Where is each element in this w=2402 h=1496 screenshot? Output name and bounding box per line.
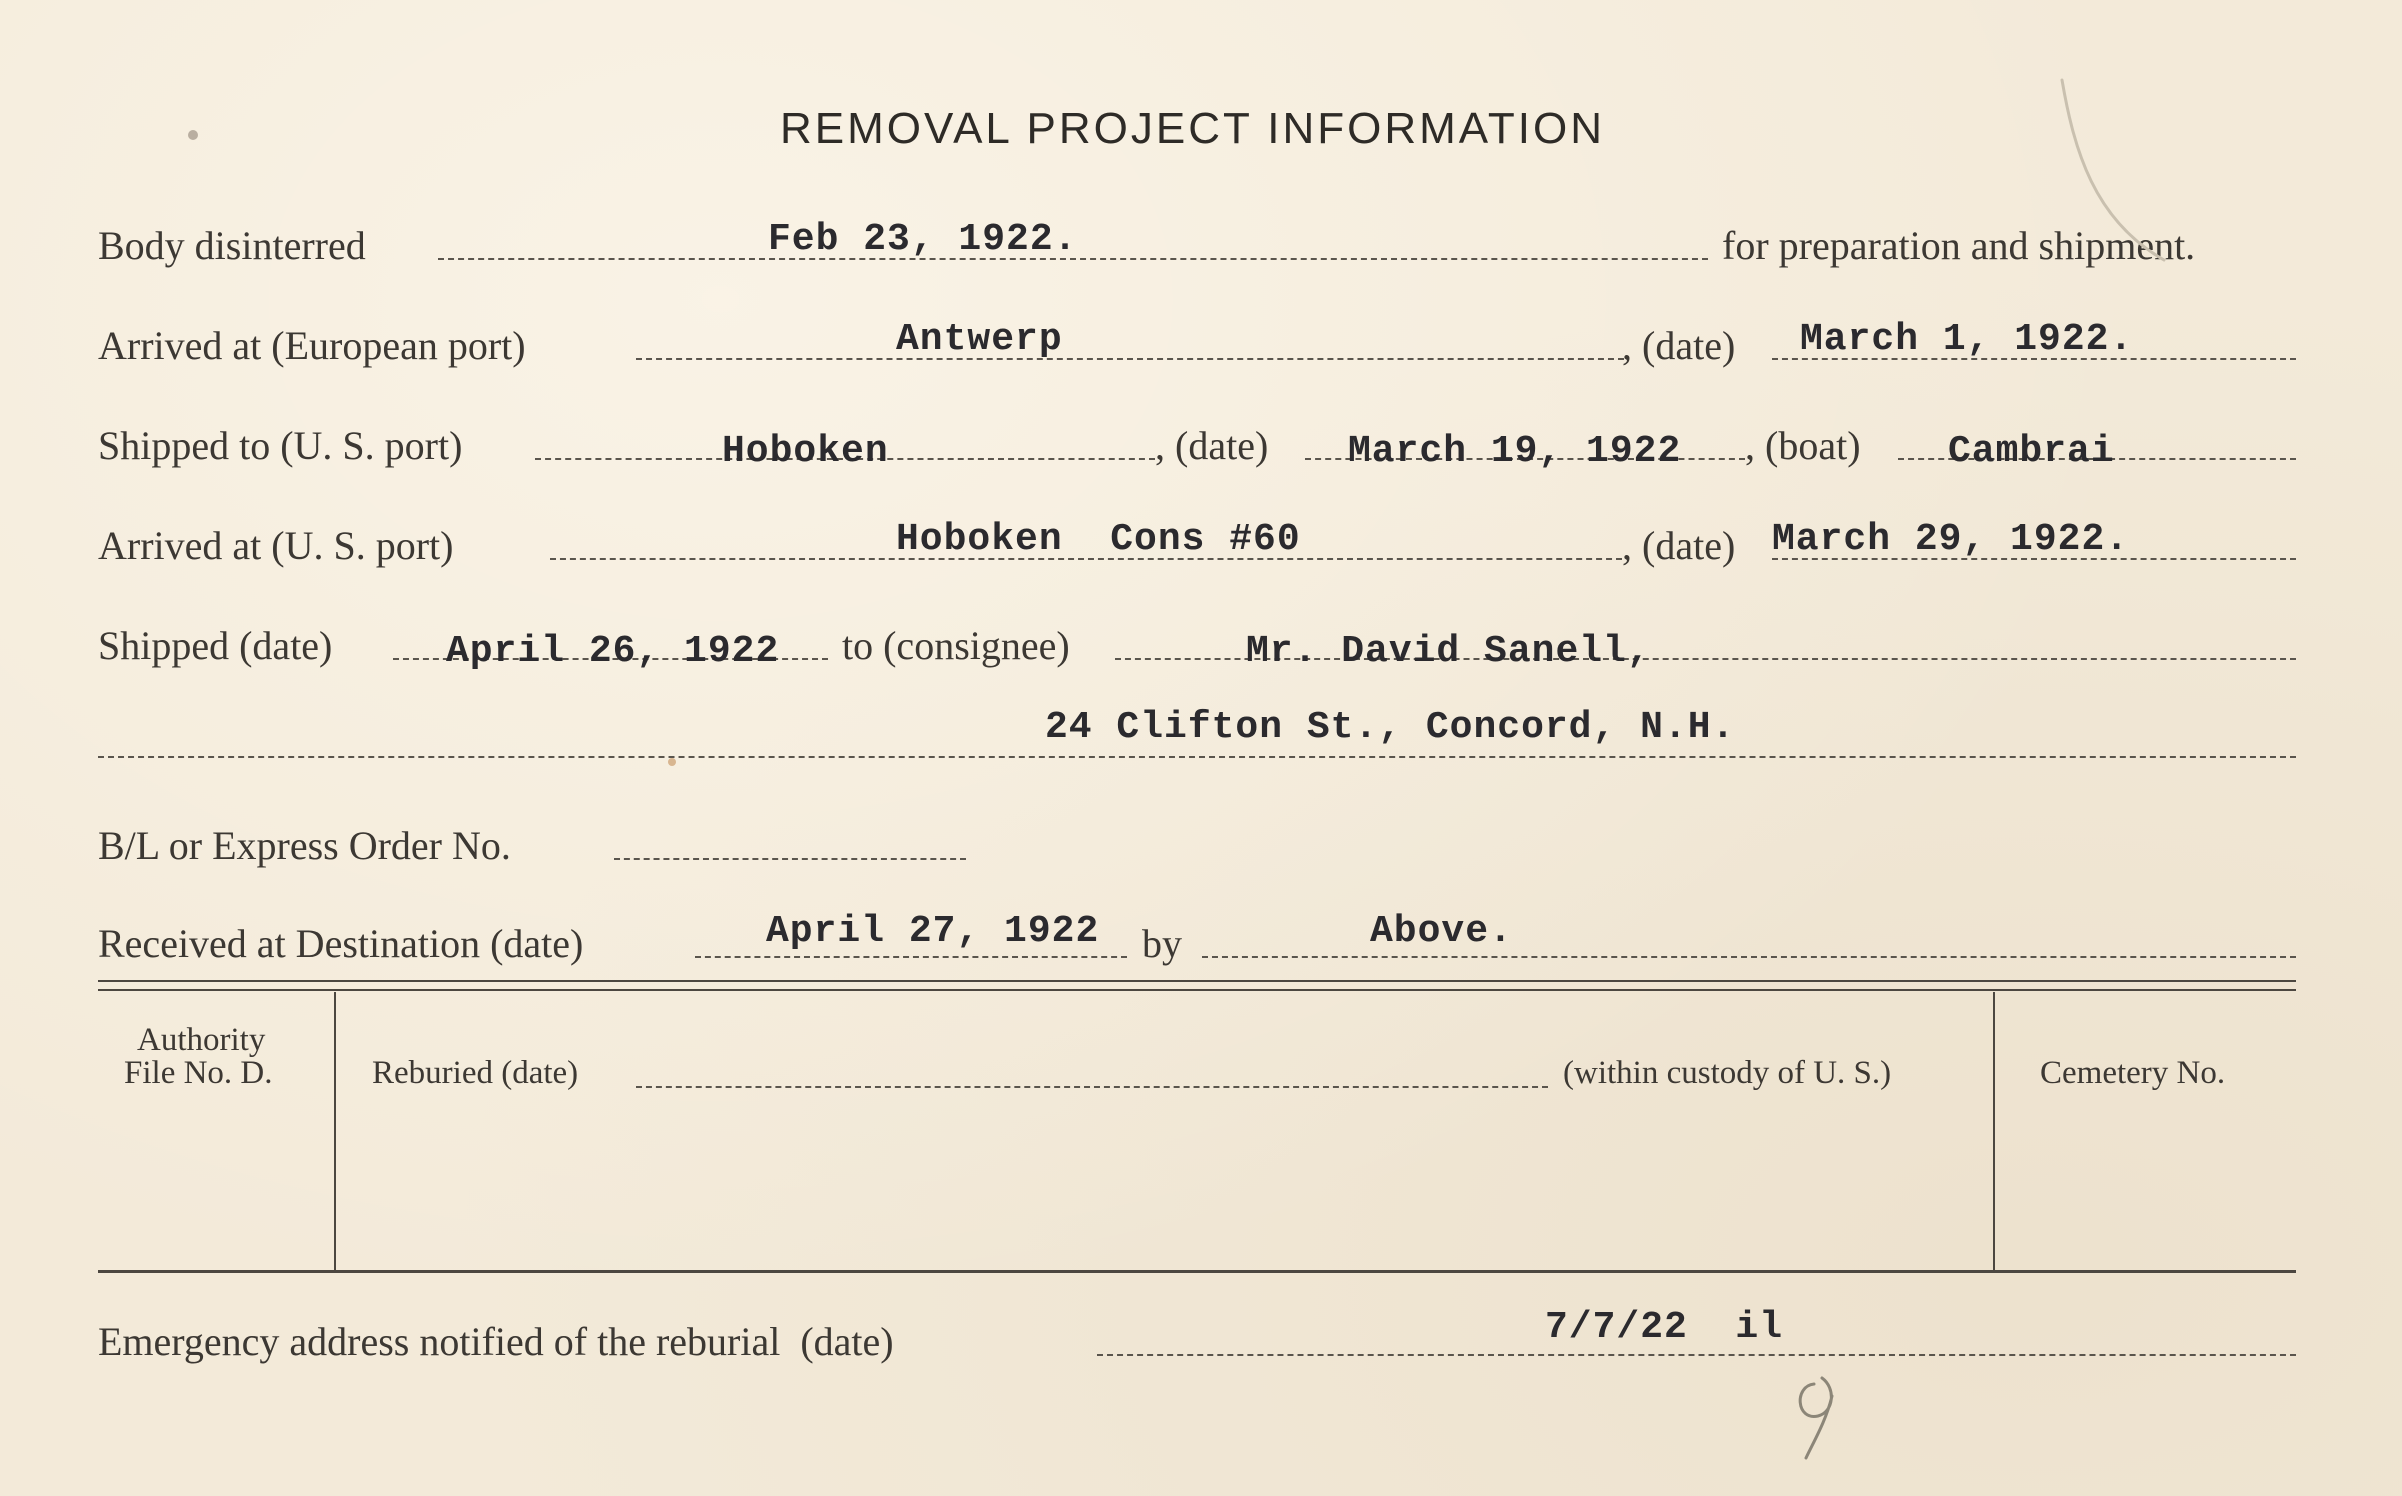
received-date-line: [695, 956, 1127, 958]
shipped-us-port-boat: Cambrai: [1948, 430, 2115, 473]
bl-order-label: B/L or Express Order No.: [98, 823, 511, 868]
arrived-us-port-label: Arrived at (U. S. port): [98, 523, 454, 568]
box-top-rule-2: [98, 989, 2296, 991]
emergency-label: Emergency address notified of the reburial (date): [98, 1319, 894, 1364]
shipped-us-port-date-label: , (date): [1155, 423, 1269, 468]
received-date: April 27, 1922: [766, 910, 1100, 953]
custody-label: (within custody of U. S.): [1563, 1055, 1892, 1091]
authority-label-1: Authority: [137, 1022, 266, 1058]
arrived-us-port-date: March 29, 1922.: [1772, 518, 2130, 561]
emergency-line: [1097, 1354, 2296, 1356]
box-divider-right: [1993, 992, 1995, 1270]
pencil-mark-scribble: [1784, 1366, 1874, 1466]
consignee-value: Mr. David Sanell,: [1246, 630, 1651, 673]
address-line: [98, 756, 2296, 758]
european-port-date-label: , (date): [1622, 323, 1736, 368]
received-by-label: by: [1142, 921, 1182, 966]
box-bottom-rule: [98, 1270, 2296, 1273]
body-disinterred-label: Body disinterred: [98, 223, 366, 268]
european-port-date: March 1, 1922.: [1800, 318, 2134, 361]
emergency-value: 7/7/22 il: [1545, 1306, 1784, 1349]
card-title: REMOVAL PROJECT INFORMATION: [780, 104, 1605, 153]
european-port-line: [636, 358, 1624, 360]
consignee-label: to (consignee): [842, 623, 1070, 668]
shipped-us-port-boat-label: , (boat): [1745, 423, 1861, 468]
shipped-date-label: Shipped (date): [98, 623, 333, 668]
pencil-mark-arc: [2054, 70, 2214, 290]
body-disinterred-value: Feb 23, 1922.: [768, 218, 1078, 261]
received-by-line: [1202, 956, 2296, 958]
shipped-us-port-label: Shipped to (U. S. port): [98, 423, 463, 468]
box-divider-left: [334, 992, 336, 1270]
reburied-line: [636, 1086, 1548, 1088]
authority-label-2: File No. D.: [124, 1055, 273, 1091]
paper-speck: [188, 130, 198, 140]
bl-order-line: [614, 858, 966, 860]
european-port-value: Antwerp: [896, 318, 1063, 361]
consignee-address: 24 Clifton St., Concord, N.H.: [1045, 706, 1736, 749]
paper-speck: [668, 758, 676, 766]
arrived-us-port-value: Hoboken Cons #60: [896, 518, 1301, 561]
arrived-us-port-date-label: , (date): [1622, 523, 1736, 568]
box-top-rule: [98, 980, 2296, 982]
body-disinterred-suffix: for preparation and shipment.: [1722, 223, 2196, 268]
shipped-us-port-date: March 19, 1922: [1348, 430, 1682, 473]
cemetery-label: Cemetery No.: [2040, 1055, 2226, 1091]
european-port-label: Arrived at (European port): [98, 323, 526, 368]
reburied-label: Reburied (date): [372, 1055, 579, 1091]
shipped-us-port-value: Hoboken: [722, 430, 889, 473]
received-label: Received at Destination (date): [98, 921, 584, 966]
received-by-value: Above.: [1370, 910, 1513, 953]
shipped-date-value: April 26, 1922: [446, 630, 780, 673]
